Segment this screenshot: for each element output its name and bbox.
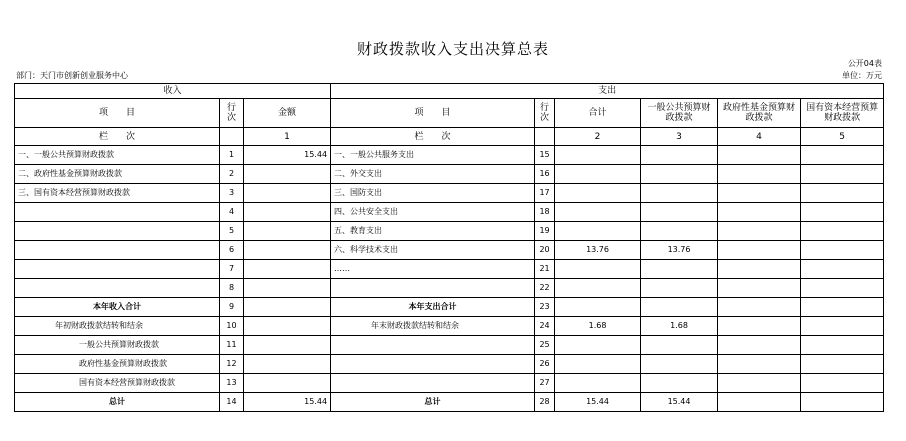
total-amount [555,222,641,241]
expense-item: …… [331,260,535,279]
gov-fund-amount [718,317,801,336]
expense-line-no: 26 [535,355,555,374]
gov-fund-amount [718,260,801,279]
income-item [15,203,220,222]
income-item [15,222,220,241]
state-capital-amount [801,336,884,355]
income-line-no: 9 [220,298,244,317]
total-amount [555,165,641,184]
income-line-header: 行次 [220,99,244,128]
income-line-no: 8 [220,279,244,298]
column-label-expense: 栏 次 [331,128,535,146]
income-item: 三、国有资本经营预算财政拨款 [15,184,220,203]
form-code: 公开04表 [847,59,882,68]
expense-line-no: 22 [535,279,555,298]
gov-fund-amount [718,355,801,374]
income-line-no: 14 [220,393,244,412]
gov-fund-amount [718,393,801,412]
general-budget-amount: 1.68 [641,317,718,336]
gov-fund-amount [718,374,801,393]
income-amount-header: 金额 [244,99,331,128]
income-amount [244,336,331,355]
table-row [15,222,884,241]
income-amount [244,279,331,298]
general-budget-amount [641,298,718,317]
income-amount [244,184,331,203]
table-row [15,184,884,203]
column-label-income: 栏 次 [15,128,220,146]
general-budget-amount [641,222,718,241]
expense-line-no: 16 [535,165,555,184]
income-line-no: 4 [220,203,244,222]
gov-fund-amount [718,336,801,355]
table-row [15,336,884,355]
table-row [15,298,884,317]
income-item: 一般公共预算财政拨款 [15,336,220,355]
gov-fund-amount [718,222,801,241]
income-amount [244,298,331,317]
report-title: 财政拨款收入支出决算总表 [356,40,549,58]
table-row [15,241,884,260]
gov-fund-amount [718,146,801,165]
expense-line-no: 18 [535,203,555,222]
total-amount [555,203,641,222]
income-item: 政府性基金预算财政拨款 [15,355,220,374]
income-line-no: 5 [220,222,244,241]
expense-item: 六、科学技术支出 [331,241,535,260]
income-item: 总计 [15,393,220,412]
expense-line-no: 24 [535,317,555,336]
income-line-no: 11 [220,336,244,355]
income-item-header: 项 目 [15,99,220,128]
income-amount: 15.44 [244,146,331,165]
income-header: 收入 [15,84,331,99]
state-capital-amount [801,374,884,393]
gov-fund-amount [718,184,801,203]
table-row [15,146,884,165]
gov-fund-amount [718,241,801,260]
state-capital-amount [801,260,884,279]
col-index-1: 1 [244,128,331,146]
income-amount [244,260,331,279]
expense-item [331,336,535,355]
expense-item: 三、国防支出 [331,184,535,203]
general-budget-amount [641,355,718,374]
expense-line-no: 25 [535,336,555,355]
table-row [15,165,884,184]
general-budget-amount: 15.44 [641,393,718,412]
income-item: 本年收入合计 [15,298,220,317]
income-item: 国有资本经营预算财政拨款 [15,374,220,393]
general-budget-amount [641,165,718,184]
gov-fund-amount [718,298,801,317]
gov-fund-header: 政府性基金预算财政拨款 [718,99,801,128]
col-index-4: 4 [718,128,801,146]
income-item: 一、一般公共预算财政拨款 [15,146,220,165]
income-line-no: 3 [220,184,244,203]
income-line-no: 6 [220,241,244,260]
expense-line-no: 15 [535,146,555,165]
table-row [15,317,884,336]
state-capital-amount [801,222,884,241]
total-amount: 13.76 [555,241,641,260]
income-line-no: 13 [220,374,244,393]
income-line-no: 2 [220,165,244,184]
expense-item: 年末财政拨款结转和结余 [331,317,535,336]
income-line-no: 1 [220,146,244,165]
total-amount [555,355,641,374]
state-capital-amount [801,184,884,203]
expense-item: 本年支出合计 [331,298,535,317]
table-row [15,374,884,393]
income-amount [244,222,331,241]
income-item [15,260,220,279]
state-capital-amount [801,317,884,336]
department-label: 部门：天门市创新创业服务中心 [16,71,128,80]
total-amount: 15.44 [555,393,641,412]
table-row [15,279,884,298]
total-header: 合计 [555,99,641,128]
table-row [15,393,884,412]
state-capital-header: 国有资本经营预算财政拨款 [801,99,884,128]
income-amount [244,165,331,184]
general-budget-header: 一般公共预算财政拨款 [641,99,718,128]
col-index-5: 5 [801,128,884,146]
general-budget-amount [641,336,718,355]
expense-item: 四、公共安全支出 [331,203,535,222]
state-capital-amount [801,355,884,374]
total-amount [555,374,641,393]
expense-header: 支出 [331,84,884,99]
expense-item: 一、一般公共服务支出 [331,146,535,165]
income-item: 年初财政拨款结转和结余 [15,317,220,336]
state-capital-amount [801,241,884,260]
expense-line-header: 行次 [535,99,555,128]
table-row [15,203,884,222]
col-index-2: 2 [555,128,641,146]
general-budget-amount [641,184,718,203]
general-budget-amount [641,146,718,165]
total-amount [555,279,641,298]
general-budget-amount: 13.76 [641,241,718,260]
state-capital-amount [801,146,884,165]
gov-fund-amount [718,165,801,184]
total-amount [555,184,641,203]
expense-line-no: 20 [535,241,555,260]
state-capital-amount [801,165,884,184]
table-row [15,355,884,374]
general-budget-amount [641,374,718,393]
expense-item: 五、教育支出 [331,222,535,241]
expense-item: 二、外交支出 [331,165,535,184]
income-amount [244,374,331,393]
total-amount [555,146,641,165]
income-amount: 15.44 [244,393,331,412]
header-row-columns [15,99,884,128]
expense-line-no: 21 [535,260,555,279]
state-capital-amount [801,203,884,222]
state-capital-amount [801,298,884,317]
header-row-section [15,84,884,99]
expense-item [331,355,535,374]
income-amount [244,203,331,222]
expense-line-no: 27 [535,374,555,393]
expense-line-no: 28 [535,393,555,412]
unit-label: 单位：万元 [842,71,882,80]
income-amount [244,317,331,336]
expense-line-no: 17 [535,184,555,203]
income-item [15,241,220,260]
expense-item [331,279,535,298]
income-line-no: 12 [220,355,244,374]
general-budget-amount [641,279,718,298]
expense-item: 总计 [331,393,535,412]
table-row [15,260,884,279]
expense-line-no: 19 [535,222,555,241]
col-index-3: 3 [641,128,718,146]
income-amount [244,241,331,260]
general-budget-amount [641,260,718,279]
income-item [15,279,220,298]
gov-fund-amount [718,279,801,298]
income-item: 二、政府性基金预算财政拨款 [15,165,220,184]
header-row-index [15,128,884,146]
gov-fund-amount [718,203,801,222]
state-capital-amount [801,393,884,412]
income-line-no: 10 [220,317,244,336]
expense-item [331,374,535,393]
expense-item-header: 项 目 [331,99,535,128]
income-line-no: 7 [220,260,244,279]
general-budget-amount [641,203,718,222]
total-amount [555,260,641,279]
state-capital-amount [801,279,884,298]
total-amount [555,298,641,317]
total-amount: 1.68 [555,317,641,336]
income-amount [244,355,331,374]
expense-line-no: 23 [535,298,555,317]
summary-table [14,83,884,412]
total-amount [555,336,641,355]
